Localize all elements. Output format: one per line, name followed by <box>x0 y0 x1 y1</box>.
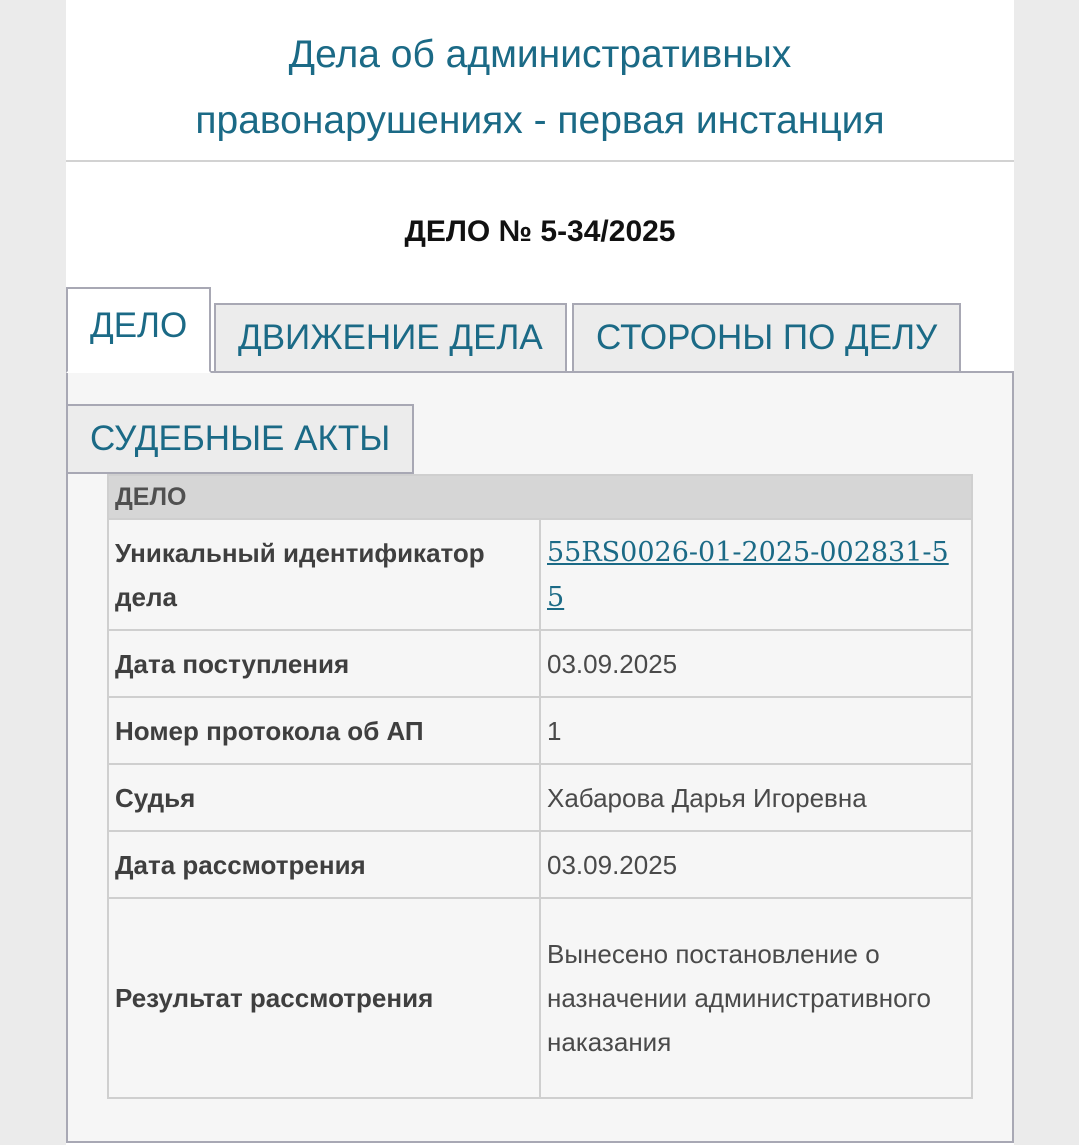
table-row <box>108 519 972 630</box>
review-date-value: 03.09.2025 <box>540 831 972 898</box>
table-row <box>108 898 972 1098</box>
title-divider <box>66 160 1014 162</box>
tab-case-parties[interactable]: СТОРОНЫ ПО ДЕЛУ <box>572 303 961 373</box>
protocol-number-label: Номер протокола об АП <box>108 697 540 764</box>
case-number-heading: ДЕЛО № 5-34/2025 <box>404 215 676 248</box>
table-row <box>108 630 972 697</box>
table-row <box>108 697 972 764</box>
uid-value <box>540 519 972 630</box>
case-info-table <box>107 474 973 1099</box>
review-result-label: Результат рассмотрения <box>108 898 540 1098</box>
table-section-header <box>108 475 972 519</box>
page-title-line2: правонарушениях - первая инстанция <box>195 99 885 142</box>
receipt-date-label: Дата поступления <box>108 630 540 697</box>
judge-value: Хабарова Дарья Игоревна <box>540 764 972 831</box>
uid-label: Уникальный идентификатор дела <box>108 519 540 630</box>
review-result-value: Вынесено постановление о назначении административного наказания <box>540 898 972 1098</box>
main-content <box>66 0 1014 1145</box>
table-row <box>108 831 972 898</box>
page-title <box>66 22 1014 154</box>
receipt-date-value: 03.09.2025 <box>540 630 972 697</box>
tab-court-acts[interactable]: СУДЕБНЫЕ АКТЫ <box>66 404 414 474</box>
judge-label: Судья <box>108 764 540 831</box>
tab-case[interactable]: ДЕЛО <box>66 287 211 373</box>
uid-link[interactable]: 55RS0026-01-2025-002831-55 <box>547 536 949 613</box>
tab-case-movement[interactable]: ДВИЖЕНИЕ ДЕЛА <box>214 303 567 373</box>
table-row <box>108 764 972 831</box>
protocol-number-value: 1 <box>540 697 972 764</box>
page-title-line1: Дела об административных <box>288 33 792 76</box>
section-title: ДЕЛО <box>108 475 972 519</box>
review-date-label: Дата рассмотрения <box>108 831 540 898</box>
